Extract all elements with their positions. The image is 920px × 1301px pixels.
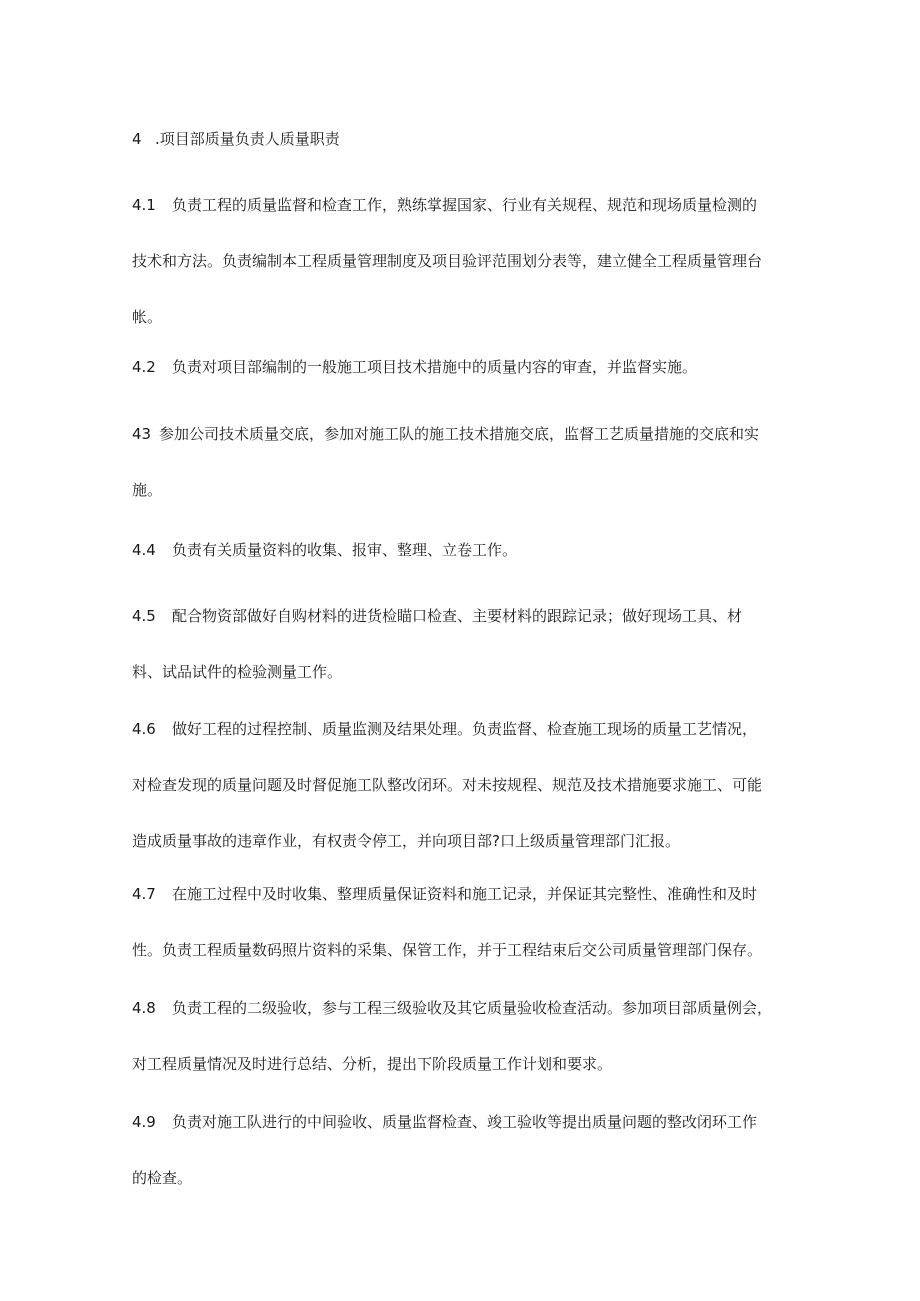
paragraph-number: 4.1 — [132, 196, 156, 214]
paragraph-line: 施。 — [132, 481, 163, 499]
paragraph-4-7 — [132, 883, 792, 961]
paragraph-line: 帐。 — [132, 308, 163, 326]
section-title: .项目部质量负责人质量职责 — [155, 130, 340, 148]
paragraph-line: 技术和方法。负责编制本工程质量管理制度及项目验评范围划分表等，建立健全工程质量管理台 — [132, 252, 763, 270]
paragraph-4-9 — [132, 1111, 792, 1189]
paragraph-number: 4.2 — [132, 358, 156, 376]
paragraph-line: 对工程质量情况及时进行总结、分析，提出下阶段质量工作计划和要求。 — [132, 1055, 613, 1073]
paragraph-line: 4.2 负责对项目部编制的一般施工项目技术措施中的质量内容的审查，并监督实施。 — [132, 358, 698, 376]
paragraph-number: 4.4 — [132, 541, 156, 559]
paragraph-line: 的检查。 — [132, 1169, 193, 1187]
paragraph-line: 对检查发现的质量问题及时督促施工队整改闭环。对未按规程、规范及技术措施要求施工、可能 — [132, 776, 763, 794]
paragraph-line: 性。负责工程质量数码照片资料的采集、保管工作，并于工程结束后交公司质量管理部门保存。 — [132, 941, 763, 959]
paragraph-number: 43 — [132, 425, 152, 443]
paragraph-4-4 — [132, 539, 792, 561]
paragraph-line: 43 参加公司技术质量交底，参加对施工队的施工技术措施交底，监督工艺质量措施的交底和实 — [132, 425, 760, 443]
paragraph-number: 4.8 — [132, 999, 156, 1017]
paragraph-line: 造成质量事故的违章作业，有权责令停工，并向项目部?口上级质量管理部门汇报。 — [132, 832, 680, 850]
paragraph-line: 4.7 在施工过程中及时收集、整理质量保证资料和施工记录，并保证其完整性、准确性和及时 — [132, 885, 758, 903]
paragraph-line: 4.9 负责对施工队进行的中间验收、质量监督检查、竣工验收等提出质量问题的整改闭环工作 — [132, 1113, 758, 1131]
paragraph-4-1 — [132, 194, 792, 328]
paragraph-line: 4.5 配合物资部做好自购材料的进货检瞄口检查、主要材料的跟踪记录；做好现场工具、材 — [132, 607, 743, 625]
paragraph-line: 料、试品试件的检验测量工作。 — [132, 663, 343, 681]
paragraph-4-8 — [132, 997, 792, 1075]
section-number: 4 — [132, 130, 142, 148]
paragraph-4-3 — [132, 423, 792, 501]
paragraph-line: 4.6 做好工程的过程控制、质量监测及结果处理。负责监督、检查施工现场的质量工艺情况， — [132, 720, 758, 738]
section-heading — [132, 128, 340, 150]
paragraph-number: 4.7 — [132, 885, 156, 903]
paragraph-4-5 — [132, 605, 792, 683]
paragraph-4-2 — [132, 356, 792, 378]
paragraph-line: 4.4 负责有关质量资料的收集、报审、整理、立卷工作。 — [132, 541, 518, 559]
paragraph-line: 4.8 负责工程的二级验收，参与工程三级验收及其它质量验收检查活动。参加项目部质量例会， — [132, 999, 773, 1017]
paragraph-line: 4.1 负责工程的质量监督和检查工作，熟练掌握国家、行业有关规程、规范和现场质量检测的 — [132, 196, 758, 214]
paragraph-number: 4.9 — [132, 1113, 156, 1131]
paragraph-number: 4.5 — [132, 607, 156, 625]
paragraph-number: 4.6 — [132, 720, 156, 738]
paragraph-4-6 — [132, 718, 792, 852]
